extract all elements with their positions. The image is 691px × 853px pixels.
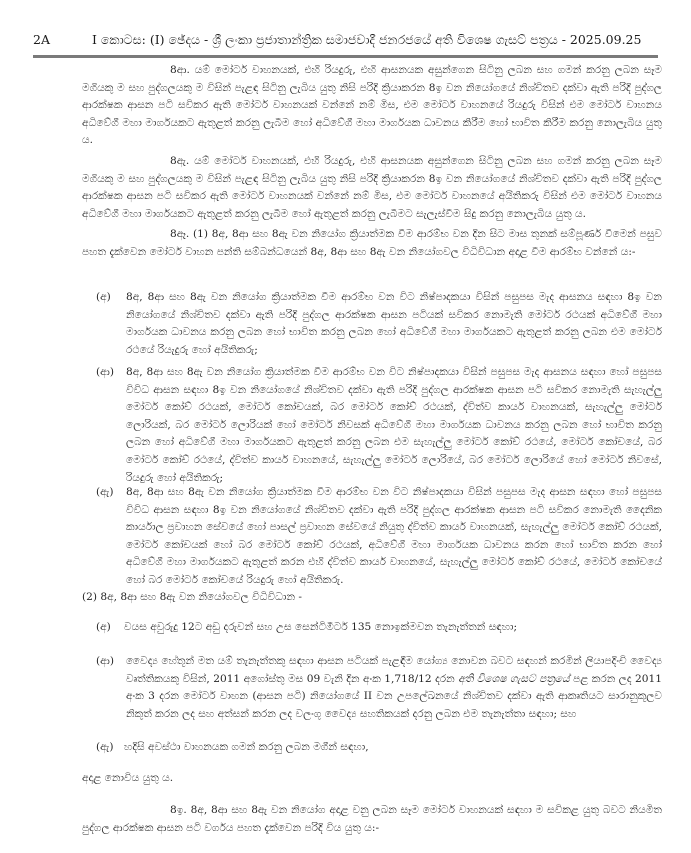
- list-item-8ae2-aa: [96, 653, 662, 723]
- item-text: 8අ, 8ආ සහ 8ඇ වන නියෝග ක්‍රියාත්මක වීම ආරම්භ වන විට නිෂ්පාදකයා විසින් පසුපස මැද ආසන සඳහා හෝ පසුපස විවිධ ආසන සඳහා 8ඉ වන නියෝගයේ නිශ්චිතව දක්වා ඇති පරිදි පුද්ගල ආරක්ෂක ආසන පටි සවිකර නොමැති දෛනික කාර්යාල ප්‍රවාහන සේවයේ හෝ පාසල් ප්‍රවාහන සේවයේ නියුතු ද්විත්ව කාර්ය වාහනයක්, සැහැල්ලු මෝටර් කෝච් රථයක්, මෝටර් කෝචයක් හෝ බර මෝටර් කෝච් රථයක්, අධිවේගී මහා මාර්ගයක ධාවනය කරන හෝ භාවිත කරන හෝ අධිවේගී මහා මාර්ගයකට ඇතුළත් කරන එහි ද්විත්ව කාර්ය වාහනයේ, සැහැල්ලු මෝටර් කෝච් රථයේ, මෝටර් කෝචයේ හෝ බර මෝටර් කෝචයේ රියදුරු හෝ අයිතිකරු.: [126, 486, 662, 586]
- item-text: 8අ, 8ආ සහ 8ඇ වන නියෝග ක්‍රියාත්මක වීම ආරම්භ වන විට නිෂ්පාදකයා විසින් පසුපස මැද ආසනය සඳහා හෝ පසුපස විවිධ ආසන සඳහා 8ඉ වන නියෝගයේ නිශ්චිතව දක්වා ඇති පරිදි පුද්ගල ආරක්ෂක ආසන පටි සවිකර නොමැති සැහැල්ලු මෝටර් කෝච් රථයක්, මෝටර් කෝචයක්, බර මෝටර් කෝච් රථයක්, ද්විත්ව කාර්ය වාහනයක්, සැහැල්ලු මෝටර් ලොරියක්, බර මෝටර් ලොරියක් හෝ මෝටර් නිවසක් අධිවේගී මහා මාර්ගයක ධාවනය කරනු ලබන හෝ භාවිත කරනු ලබන හෝ අධිවේගී මහා මාර්ගයකට ඇතුළත් කරනු ලබන එම සැහැල්ලු මෝටර් කෝච් රථයේ, මෝටර් කෝචයේ, බර මෝටර් කෝච් රථයේ, ද්විත්ව කාර්ය වාහනයේ, සැහැල්ලු මෝටර් ලොරියේ, බර මෝටර් ලොරියේ හෝ මෝටර් නිවසේ, රියදුරු හෝ අයිතිකරු;: [126, 366, 662, 484]
- page-number: 2A: [33, 32, 50, 47]
- item-marker: (ආ): [96, 366, 115, 378]
- list-item-8ae1-aa: [96, 364, 662, 487]
- item-marker: (ඇ): [96, 741, 114, 753]
- section-8i: 8ඉ. 8අ, 8ආ සහ 8ඇ වන නියෝග අදාළ වනු ලබන සෑම මෝටර් වාහනයක් සඳහා ම සවිකළ යුතු බවට නියමිත පුද්ගල ආරක්ෂක ආසන පටි වර්ගය පහත දැක්වෙන පරිදි විය යුතු ය:-: [82, 804, 662, 834]
- section-8ae2-intro: (2) 8අ, 8ආ සහ 8ඇ වන නියෝගවල විධිවිධාන -: [82, 591, 302, 603]
- section-8ae1-intro: 8ඈ. (1) 8අ, 8ආ සහ 8ඇ වන නියෝග ක්‍රියාත්මක වීම ආරම්භ වන දින සිට මාස තුනක් සම්පූර්ණ වීමෙන් පසුව පහත දැක්වෙන මෝටර් වාහන පන්ති සම්බන්ධයෙන් 8අ, 8ආ සහ 8ඇ වන නියෝගවල විධිවිධාන අදාළ වීම ආරම්භ වන්නේ ය:-: [82, 228, 662, 258]
- list-item-8ae1-ae: [96, 484, 662, 590]
- section-8aa: 8ආ. යම් මෝටර් වාහනයක්, එහි රියදුරු, එහි ආසනයක අසුන්ගෙන සිටිනු ලබන සහ ගමන් කරනු ලබන සෑම මගියකු ම සහ පුද්ගලයකු ම විසින් පැළඳ සිටිනු ලැබිය යුතු නිසි පරිදි ක්‍රියාකරන 8ඉ වන නියෝගයේ නිශ්චිතව දක්වා ඇති පරිදි පුද්ගල ආරක්ෂක ආසන පටි සවිකර ඇති මෝටර් වාහනයක් වන්නේ නම් මිස, එම මෝටර් වාහනයේ රියදුරු විසින් එම මෝටර් වාහනය අධිවේගී මහා මාර්ගයකට ඇතුළත් කරනු ලැබීම හෝ අධිවේගී මහා මාර්ගයක ධාවනය කිරීම හෝ භාවිත කිරීම කරනු නොලැබිය යුතු ය.: [82, 64, 662, 147]
- item-text: [126, 653, 662, 723]
- gazette-title: I කොටස: (I) ඡේදය - ශ්‍රී ලංකා ප්‍රජාතාන්ත්‍රික සමාජවාදී ජනරජයේ අති විශෙෂ ගැසට් පත්‍රය - 2025.09.25: [92, 32, 642, 47]
- list-item-8ae2-ae: [96, 739, 662, 757]
- item-text: 8අ, 8ආ සහ 8ඇ වන නියෝග ක්‍රියාත්මක වීම ආරම්භ වන විට නිෂ්පාදකයා විසින් පසුපස මැද ආසනය සඳහා 8ඉ වන නියෝගයේ නිශ්චිතව දක්වා ඇති පරිදි පුද්ගල ආරක්ෂක ආසන පටියක් සවිකර නොමැති මෝටර් රථයක් අධිවේගී මහා මාර්ගයක ධාවනය කරනු ලබන හෝ භාවිත කරනු ලබන හෝ අධිවේගී මහා මාර්ගයකට ඇතුළත් කරනු ලබන එම මෝටර් රථයේ රියැදුරු හෝ අයිතිකරු;: [126, 291, 662, 356]
- gazette-name-italic: අති විශෙෂ ගැසට් පත්‍රයේ: [458, 672, 570, 685]
- item-marker: (ඇ): [96, 486, 114, 498]
- section-8ae2-closing: අදාළ නොවිය යුතු ය.: [82, 772, 174, 784]
- item-text: වයස අවුරුදු 12ට අඩු දරුවන් සහ උස සෙන්ටිමීටර් 135 නොඉක්මවන තැනැත්තන් සඳහා;: [124, 621, 518, 633]
- header-rule: [33, 55, 658, 58]
- item-marker: (අ): [96, 291, 111, 303]
- item-text: හදිසි අවස්ථා වාහනයක ගමන් කරනු ලබන මගීන් සඳහා,: [124, 741, 369, 753]
- section-8ae: 8ඇ. යම් මෝටර් වාහනයක්, එහි රියදුරු, එහි ආසනයක අසුන්ගෙන සිටිනු ලබන සහ ගමන් කරනු ලබන සෑම මගියකු ම සහ පුද්ගලයකු ම විසින් පැළඳ සිටිනු ලැබිය යුතු නිසි පරිදි ක්‍රියාකරන 8ඉ වන නියෝගයේ නිශ්චිතව දක්වා ඇති පරිදි පුද්ගල ආරක්ෂක ආසන පටි සවිකර ඇති මෝටර් වාහනයක් වන්නේ නම් මිස, එම මෝටර් වාහනයේ අයිතිකරු විසින් එම මෝටර් වාහනය අධිවේගී මහා මාර්ගයකට ඇතුළත් කරනු ලැබීම හෝ ඇතුළත් කරනු ලැබීමට සැලැස්වීම සිදු කරනු නොලැබිය යුතු ය.: [82, 155, 663, 220]
- item-text-part: පළ කරන ලද 2011 අංක 3 දරන මෝටර් වාහන (ආසන පටි) නියෝගයේ II වන උපලේඛනයේ නිශ්චිතව දක්වා ඇති ආකෘතියට සාරානුකූලව නිකුත් කරන ලද සහ අත්සන් කරන ලද වලංගු වෛද්‍ය සහතිකයක් දරනු ලබන එම තැනැත්තා සඳහා; සහ: [126, 672, 662, 720]
- item-marker: (අ): [96, 621, 111, 633]
- item-marker: (ආ): [96, 655, 115, 667]
- item-text-part: වෛද්‍ය හේතූන් මත යම් තැනැත්තකු සඳහා ආසන පටියක් පැළඳීම යෝග්‍ය නොවන බවට සඳහන් කරමින් ලියාපදිංචි වෛද්‍ය වෘත්තිකයකු විසින්, 2011 අගෝස්තු මස 09 වැනි දින අංක 1,718/12 දරන: [126, 655, 662, 685]
- list-item-8ae2-a: [96, 619, 662, 637]
- list-item-8ae1-a: [96, 289, 662, 359]
